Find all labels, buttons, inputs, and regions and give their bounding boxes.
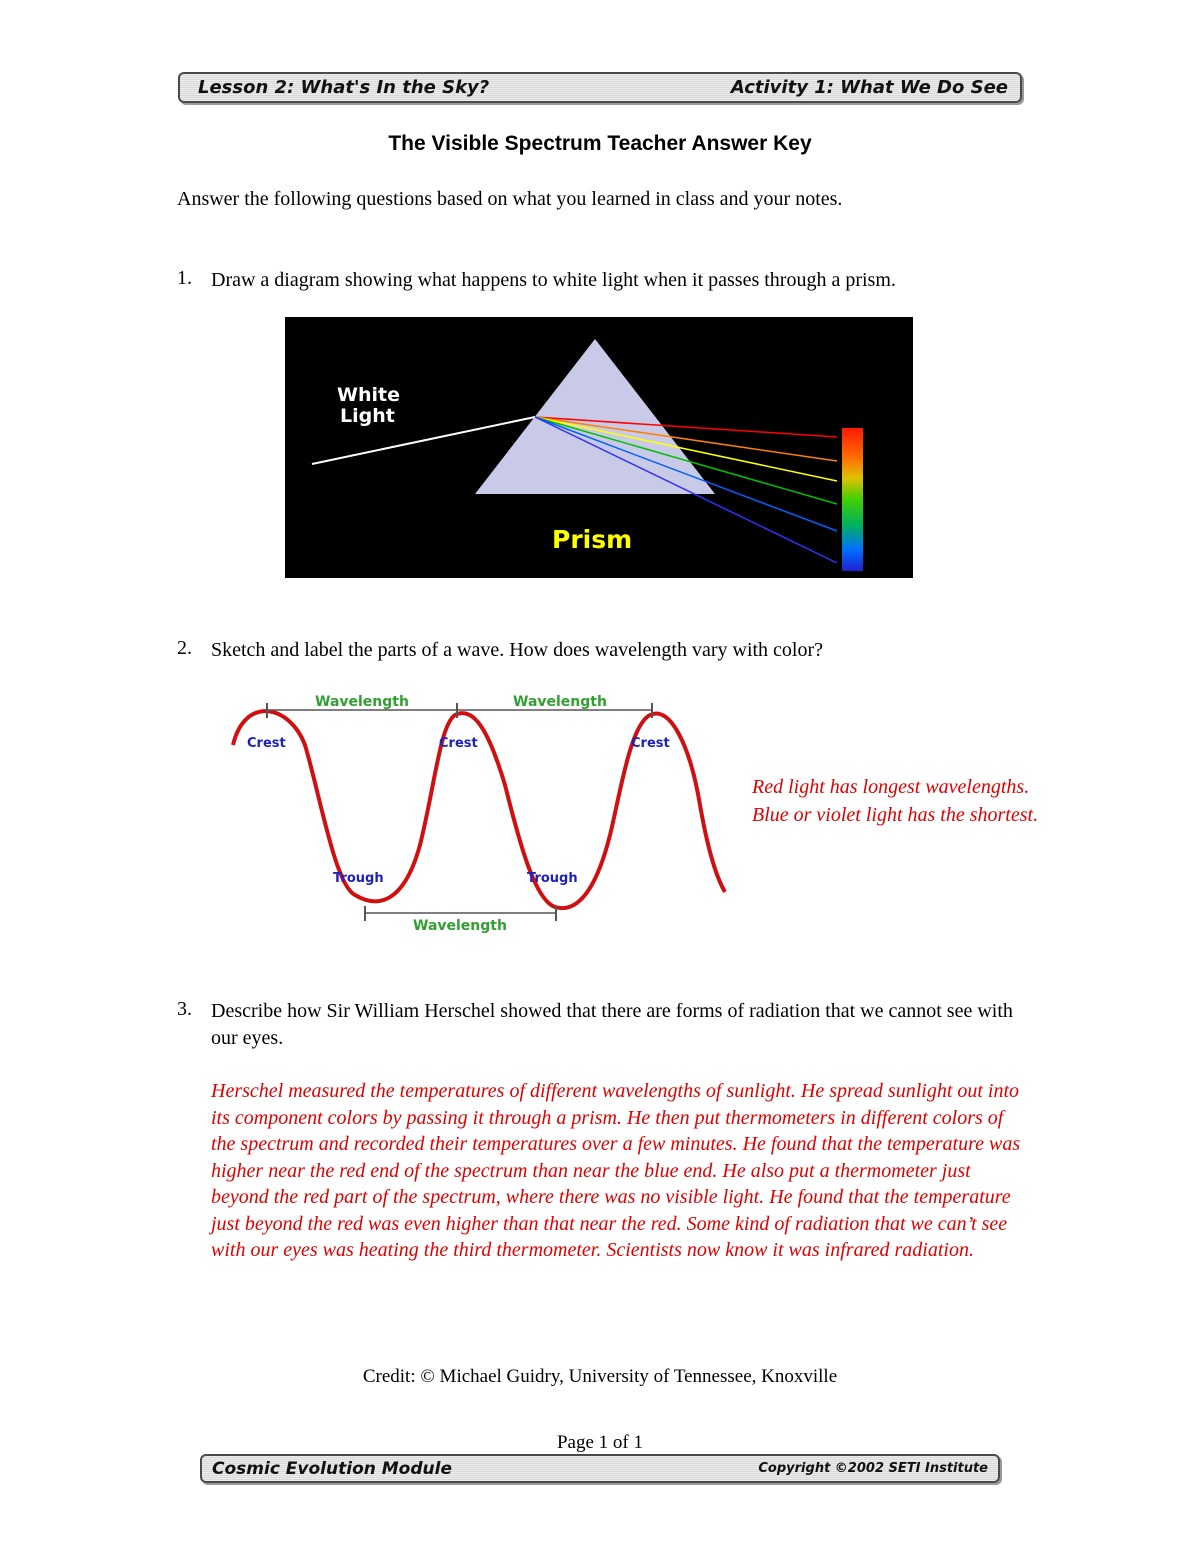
wavelength-label-3: Wavelength bbox=[413, 918, 507, 934]
trough-label-1: Trough bbox=[333, 871, 384, 886]
footer-banner bbox=[200, 1454, 1000, 1483]
prism-diagram bbox=[285, 317, 913, 578]
footer-copyright: Copyright ©2002 SETI Institute bbox=[758, 1461, 988, 1476]
page-title: The Visible Spectrum Teacher Answer Key bbox=[388, 132, 812, 155]
white-light-label: White bbox=[337, 384, 400, 406]
question-1-text: Draw a diagram showing what happens to white light when it passes through a prism. bbox=[211, 269, 896, 291]
question-3-answer: Herschel measured the temperatures of different wavelengths of sunlight. He spread sunlight out into its component colors by passing it through a prism. He then put thermometers in different colors of the spectrum and recorded their temperatures over a few minutes. He found that the temperature was higher near the red end of the spectrum than near the blue end. He also put a thermometer just beyond the red part of the spectrum, where there was no visible light. He found that the temperature just beyond the red was even higher than that near the red. Some kind of radiation that we can’t see with our eyes was heating the third thermometer. Scientists now know it was infrared radiation. bbox=[211, 1080, 1021, 1261]
question-2-text: Sketch and label the parts of a wave. How does wavelength vary with color? bbox=[211, 639, 824, 661]
question-3-number: 3. bbox=[177, 998, 192, 1020]
question-3-text: Describe how Sir William Herschel showed that there are forms of radiation that we cannot see with our eyes. bbox=[211, 1000, 1013, 1049]
lesson-title: Lesson 2: What's In the Sky? bbox=[198, 77, 490, 98]
white-light-label-2: Light bbox=[340, 405, 395, 427]
prism-label: Prism bbox=[552, 525, 633, 554]
activity-title: Activity 1: What We Do See bbox=[730, 77, 1008, 98]
wave-diagram bbox=[225, 685, 735, 940]
footer-module: Cosmic Evolution Module bbox=[212, 1458, 452, 1479]
question-2-number: 2. bbox=[177, 637, 192, 659]
question-2-answer: Red light has longest wavelengths. Blue or violet light has the shortest. bbox=[752, 776, 1039, 826]
intro-text: Answer the following questions based on what you learned in class and your notes. bbox=[177, 188, 843, 210]
wavelength-label-1: Wavelength bbox=[315, 694, 409, 710]
page-number: Page 1 of 1 bbox=[556, 1432, 643, 1453]
credit-line: Credit: © Michael Guidry, University of Tennessee, Knoxville bbox=[362, 1366, 838, 1387]
spectrum-bar bbox=[842, 428, 863, 571]
crest-label-2: Crest bbox=[439, 736, 478, 751]
header-banner bbox=[178, 72, 1022, 103]
wavelength-label-2: Wavelength bbox=[513, 694, 607, 710]
crest-label-1: Crest bbox=[247, 736, 286, 751]
question-1-number: 1. bbox=[177, 267, 192, 289]
trough-label-2: Trough bbox=[527, 871, 578, 886]
crest-label-3: Crest bbox=[631, 736, 670, 751]
